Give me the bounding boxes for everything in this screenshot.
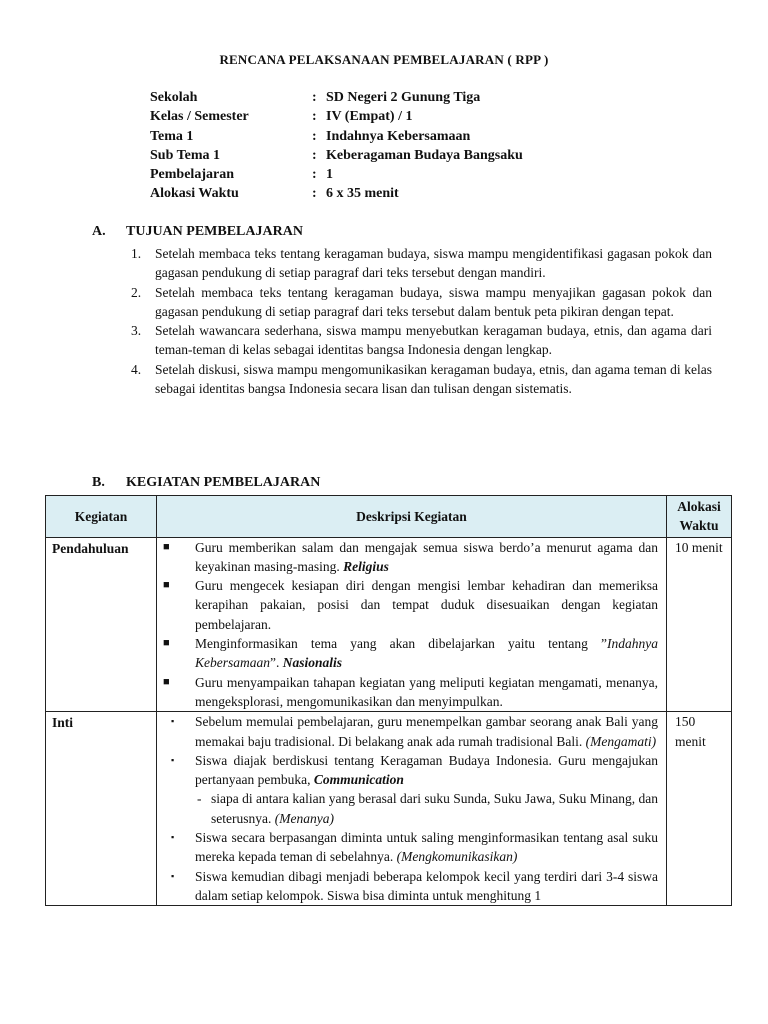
activity-tag: (Mengkomunikasikan): [396, 849, 518, 865]
objective-item: [131, 244, 712, 283]
objective-text: Setelah diskusi, siswa mampu mengomunikasikan keragaman budaya, etnis, dan agama teman di kelas sebagai identitas bangsa Indonesia secara lisan dan tulisan dengan sistematis.: [155, 361, 712, 397]
objective-text: Setelah membaca teks tentang keragaman budaya, siswa mampu mengidentifikasi gagasan pokok dan gagasan pendukung di setiap paragraf dari teks tersebut dengan mandiri.: [155, 246, 712, 281]
activity-item: [157, 828, 658, 867]
activity-item: [157, 673, 658, 712]
identity-separator: :: [312, 90, 317, 105]
header-deskripsi: Deskripsi Kegiatan: [157, 496, 667, 538]
section-letter: B.: [92, 475, 105, 490]
objective-text: Setelah membaca teks tentang keragaman budaya, siswa mampu menyajikan gagasan pokok dan gagasan pendukung di setiap paragraf dari teks tersebut dalam bentuk peta pikiran dengan tepat.: [155, 284, 712, 319]
table-header-row: [46, 496, 732, 538]
activity-text: ”.: [270, 655, 283, 671]
identity-table: [150, 90, 523, 206]
phase-name: Inti: [46, 712, 157, 906]
activity-text: Guru mengecek kesiapan diri dengan mengisi lembar kehadiran dan memeriksa kerapihan pakaian, posisi dan tempat duduk disesuaikan dengan kegiatan pembelajaran.: [195, 578, 658, 632]
activity-text: Siswa diajak berdiskusi tentang Keragaman Budaya Indonesia. Guru mengajukan pertanyaan pembuka,: [195, 752, 658, 788]
objective-item: [131, 321, 712, 360]
identity-row-sekolah: [150, 90, 523, 109]
identity-separator: :: [312, 109, 317, 125]
table-row-pendahuluan: [46, 537, 732, 712]
activity-tag: (Mengamati): [585, 733, 657, 749]
character-tag: Religius: [343, 558, 389, 574]
activity-item: [157, 751, 658, 790]
section-title: KEGIATAN PEMBELAJARAN: [126, 475, 321, 490]
identity-label: Sub Tema 1: [150, 147, 221, 163]
identity-separator: :: [312, 186, 317, 202]
objectives-list: [131, 244, 712, 398]
activity-text: Guru memberikan salam dan mengajak semua siswa berdo’a menurut agama dan keyakinan masing-masing.: [195, 539, 658, 574]
character-tag: Nasionalis: [282, 655, 343, 671]
activity-item: [157, 867, 658, 906]
identity-row-alokasi: [150, 186, 523, 205]
dash-bullet: -: [197, 791, 202, 807]
header-alokasi: Alokasi Waktu: [667, 496, 732, 538]
objective-item: [131, 283, 712, 322]
identity-value: Keberagaman Budaya Bangsaku: [326, 147, 523, 163]
identity-label: Alokasi Waktu: [150, 186, 239, 202]
identity-value: Indahnya Kebersamaan: [326, 128, 471, 144]
square-bullet-icon: ■: [163, 637, 170, 650]
objective-text: Setelah wawancara sederhana, siswa mampu menyebutkan keragaman budaya, etnis, dan agama dari teman-teman di kelas sebagai identitas bangsa Indonesia dengan lengkap.: [155, 323, 712, 358]
section-title: TUJUAN PEMBELAJARAN: [126, 224, 303, 239]
activity-subitem: [157, 789, 658, 828]
identity-value: IV (Empat) / 1: [326, 109, 413, 125]
phase-name: Pendahuluan: [46, 537, 157, 712]
table-row-inti: [46, 712, 732, 906]
square-bullet-icon: ■: [163, 675, 170, 688]
identity-value: 1: [326, 167, 333, 183]
identity-separator: :: [312, 128, 317, 144]
phase-description: [157, 712, 667, 906]
section-b-heading: [92, 475, 320, 491]
objective-number: 3.: [131, 323, 142, 339]
identity-label: Pembelajaran: [150, 167, 234, 183]
activity-item: [157, 712, 658, 751]
phase-time: 10 menit: [667, 537, 732, 712]
activity-text: Sebelum memulai pembelajaran, guru menempelkan gambar seorang anak Bali yang memakai baju tradisional. Di belakang anak ada rumah tradisional Bali.: [195, 714, 658, 749]
objective-number: 2.: [131, 284, 142, 300]
identity-value: 6 x 35 menit: [326, 186, 399, 202]
identity-label: Kelas / Semester: [150, 109, 249, 125]
activity-item: [157, 538, 658, 577]
square-bullet-icon: ■: [163, 579, 170, 592]
identity-row-pembelajaran: [150, 167, 523, 186]
identity-separator: :: [312, 167, 317, 183]
phase-time: 150 menit: [667, 712, 732, 906]
small-square-bullet-icon: ▪: [171, 870, 175, 881]
activity-text: Siswa secara berpasangan diminta untuk saling menginformasikan tentang asal suku mereka kepada teman di sebelahnya.: [195, 830, 658, 865]
identity-label: Tema 1: [150, 128, 194, 144]
activity-text: Guru menyampaikan tahapan kegiatan yang meliputi kegiatan mengamati, menanya, mengeksplorasi, mengomunikasikan dan menyimpulkan.: [195, 674, 658, 709]
objective-item: [131, 360, 712, 399]
identity-row-kelas: [150, 109, 523, 128]
identity-label: Sekolah: [150, 90, 198, 105]
header-kegiatan: Kegiatan: [46, 496, 157, 538]
activity-text: Menginformasikan tema yang akan dibelajarkan yaitu tentang ”: [195, 636, 607, 652]
objective-number: 1.: [131, 246, 142, 261]
activity-text: siapa di antara kalian yang berasal dari suku Sunda, Suku Jawa, Suku Minang, dan seterusnya.: [211, 791, 658, 826]
identity-separator: :: [312, 147, 317, 163]
small-square-bullet-icon: ▪: [171, 716, 175, 727]
objective-number: 4.: [131, 361, 142, 377]
identity-row-tema: [150, 129, 523, 148]
character-tag: Communication: [313, 772, 404, 788]
page-title: RENCANA PELAKSANAAN PEMBELAJARAN ( RPP ): [219, 52, 549, 67]
small-square-bullet-icon: ▪: [171, 832, 175, 843]
section-letter: A.: [92, 224, 106, 239]
square-bullet-icon: ■: [163, 540, 170, 553]
small-square-bullet-icon: ▪: [171, 754, 175, 765]
theme-name: Indahnya Kebersamaan: [195, 636, 658, 671]
activity-tag: (Menanya): [274, 810, 334, 826]
phase-description: [157, 537, 667, 712]
identity-row-subtema: [150, 148, 523, 167]
section-a-heading: [92, 224, 303, 240]
activity-text: Siswa kemudian dibagi menjadi beberapa kelompok kecil yang terdiri dari 3-4 siswa dalam setiap kelompok. Siswa bisa diminta untuk menghitung 1: [195, 868, 658, 903]
identity-value: SD Negeri 2 Gunung Tiga: [326, 90, 481, 105]
activities-table: [45, 495, 732, 906]
activity-item: [157, 576, 658, 634]
activity-item: [157, 634, 658, 673]
